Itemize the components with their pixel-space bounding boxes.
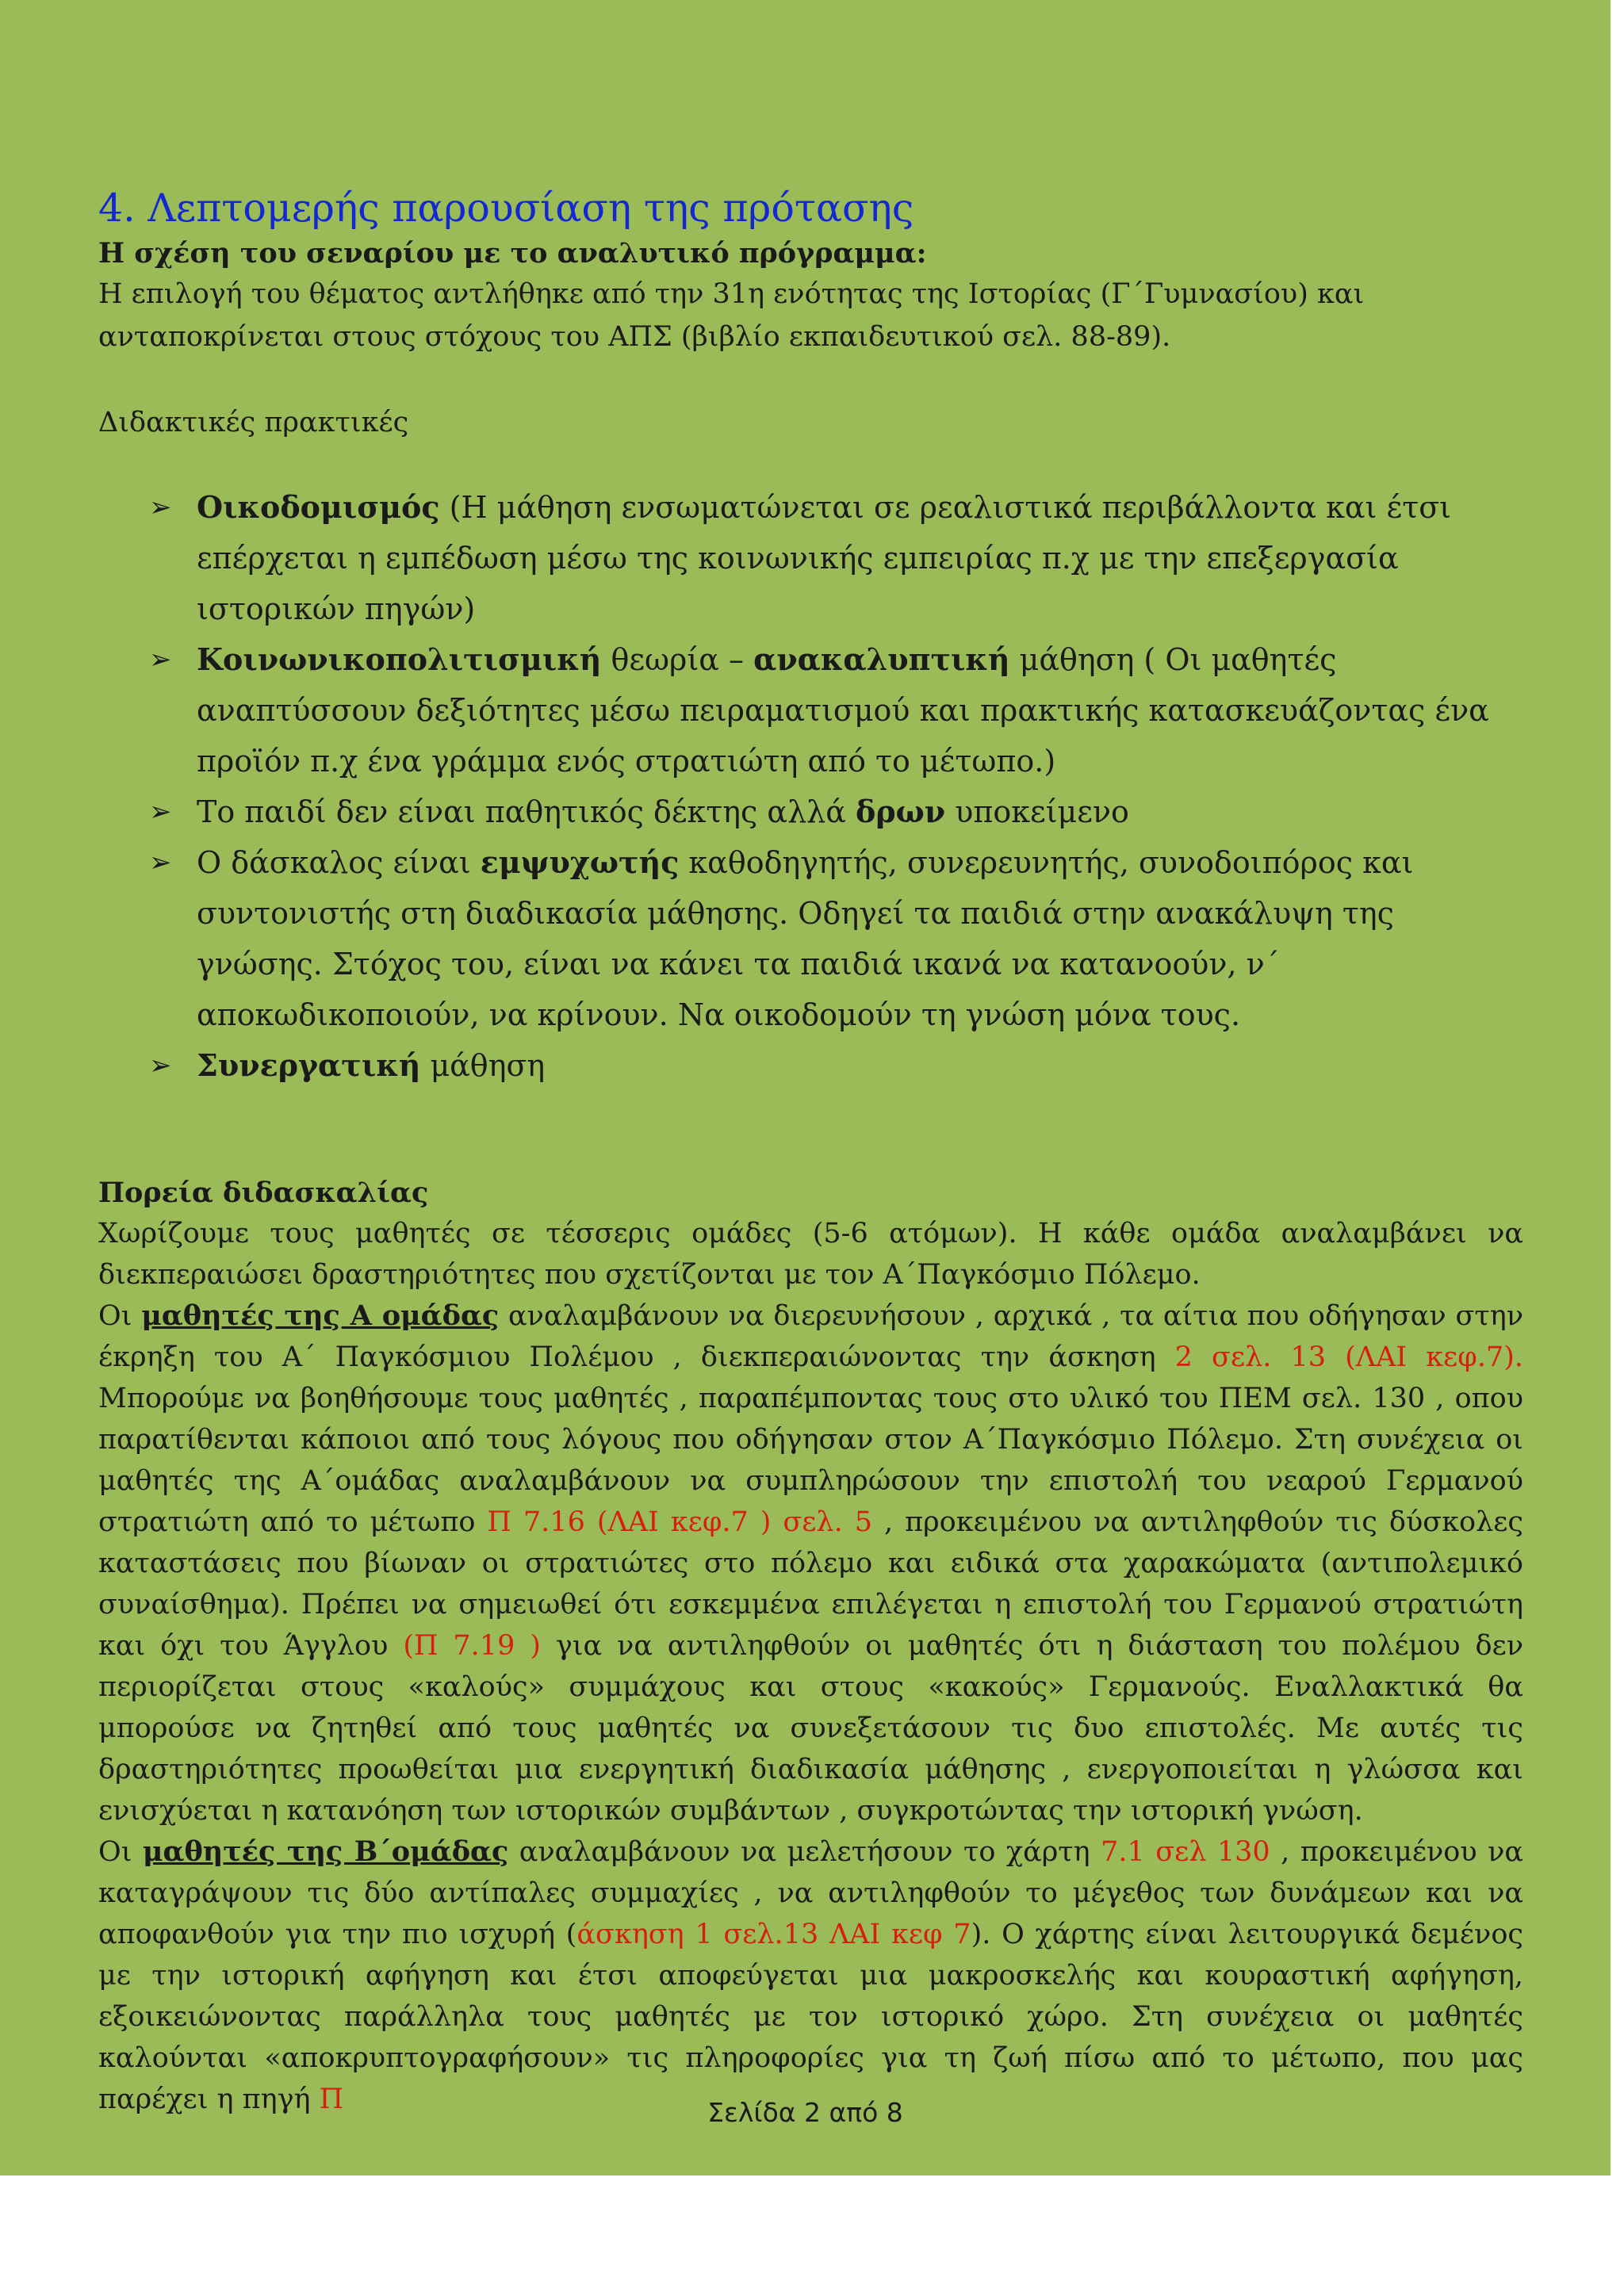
arrow-bullet-icon: ➢ — [149, 492, 172, 523]
relation-title: Η σχέση του σεναρίου με το αναλυτικό πρόγραμμα: — [98, 237, 927, 270]
relation-text-line-1: Η επιλογή του θέματος αντλήθηκε από την 31η ενότητας της Ιστορίας (Γ΄Γυμνασίου) και — [98, 278, 1365, 310]
arrow-bullet-icon: ➢ — [149, 1050, 172, 1081]
practices-title: Διδακτικές πρακτικές — [98, 407, 409, 438]
course-section — [98, 1173, 1523, 2120]
page-footer: Σελίδα 2 από 8 — [707, 2097, 903, 2128]
section-heading: 4. Λεπτομερής παρουσίαση της πρότασης — [98, 186, 914, 231]
list-item: ➢ Το παιδί δεν είναι παθητικός δέκτης αλλά δρων υποκείμενο — [149, 786, 1523, 837]
course-paragraph-1: Χωρίζουμε τους μαθητές σε τέσσερις ομάδες (5-6 ατόμων). Η κάθε ομάδα αναλαμβάνει να διεκπεραιώσει δραστηριότητες που σχετίζονται με τον Α΄Παγκόσμιο Πόλεμο. — [98, 1218, 1523, 1291]
list-item: ➢ Οικοδομισμός (Η μάθηση ενσωματώνεται σε ρεαλιστικά περιβάλλοντα και έτσι επέρχεται η εμπέδωση μέσω της κοινωνικής εμπειρίας π.χ με την επεξεργασία ιστορικών πηγών) — [149, 482, 1523, 634]
arrow-bullet-icon: ➢ — [149, 796, 172, 828]
arrow-bullet-icon: ➢ — [149, 847, 172, 878]
practices-list — [149, 482, 1523, 1091]
course-title: Πορεία διδασκαλίας — [98, 1177, 429, 1209]
list-item: ➢ Κοινωνικοπολιτισμική θεωρία – ανακαλυπτική μάθηση ( Οι μαθητές αναπτύσσουν δεξιότητες μέσω πειραματισμού και πρακτικής κατασκευάζοντας ένα προϊόν π.χ ένα γράμμα ενός στρατιώτη από το μέτωπο.) — [149, 634, 1523, 786]
list-item: ➢ Συνεργατική μάθηση — [149, 1040, 1523, 1091]
course-paragraph-group-a: Οι μαθητές της Α ομάδας αναλαμβάνουν να διερευνήσουν , αρχικά , τα αίτια που οδήγησαν στην έκρηξη του Α΄ Παγκόσμιου Πολέμου , διεκπεραιώνοντας την άσκηση 2 σελ. 13 (ΛΑΙ κεφ.7). Μπορούμε να βοηθήσουμε τους μαθητές , παραπέμποντας τους στο υλικό του ΠΕΜ σελ. 130 , οπου παρατίθενται κάποιοι από τους λόγους που οδήγησαν στον Α΄Παγκόσμιο Πόλεμο. Στη συνέχεια οι μαθητές της Α΄ομάδας αναλαμβάνουν να συμπληρώσουν την επιστολή του νεαρού Γερμανού στρατιώτη από το μέτωπο Π 7.16 (ΛΑΙ κεφ.7 ) σελ. 5 , προκειμένου να αντιληφθούν τις δύσκολες καταστάσεις που βίωναν οι στρατιώτες στο πόλεμο και ειδικά στα χαρακώματα (αντιπολεμικό συναίσθημα). Πρέπει να σημειωθεί ότι εσκεμμένα επιλέγεται η επιστολή του Γερμανού στρατιώτη και όχι του Άγγλου (Π 7.19 ) για να αντιληφθούν οι μαθητές ότι η διάσταση του πολέμου δεν περιορίζεται στους «καλούς» συμμάχους και στους «κακούς» Γερμανούς. Εναλλακτικά θα μπορούσε να ζητηθεί από τους μαθητές να συνεξετάσουν τις δυο επιστολές. Με αυτές τις δραστηριότητες προωθείται μια ενεργητική διαδικασία μάθησης , ενεργοποιείται η γλώσσα και ενισχύεται η κατανόηση των ιστορικών συμβάντων , συγκροτώντας την ιστορική γνώση. — [98, 1299, 1524, 1827]
relation-text-line-2: ανταποκρίνεται στους στόχους του ΑΠΣ (βιβλίο εκπαιδευτικού σελ. 88-89). — [98, 321, 1171, 353]
arrow-bullet-icon: ➢ — [149, 644, 172, 675]
list-item: ➢ Ο δάσκαλος είναι εμψυχωτής καθοδηγητής, συνερευνητής, συνοδοιπόρος και συντονιστής στη διαδικασία μάθησης. Οδηγεί τα παιδιά στην ανακάλυψη της γνώσης. Στόχος του, είναι να κάνει τα παιδιά ικανά να κατανοούν, ν΄ αποκωδικοποιούν, να κρίνουν. Να οικοδομούν τη γνώση μόνα τους. — [149, 837, 1523, 1040]
course-paragraph-group-b: Οι μαθητές της Β΄ομάδας αναλαμβάνουν να μελετήσουν το χάρτη 7.1 σελ 130 , προκειμένου να καταγράψουν τις δύο αντίπαλες συμμαχίες , να αντιληφθούν το μέγεθος των δυνάμεων και να αποφανθούν για την πιο ισχυρή (άσκηση 1 σελ.13 ΛΑΙ κεφ 7). Ο χάρτης είναι λειτουργικά δεμένος με την ιστορική αφήγηση και έτσι αποφεύγεται μια μακροσκελής και κουραστική αφήγηση, εξοικειώνοντας παράλληλα τους μαθητές με τον ιστορικό χώρο. Στη συνέχεια οι μαθητές καλούνται «αποκρυπτογραφήσουν» τις πληροφορίες για τη ζωή πίσω από το μέτωπο, που μας παρέχει η πηγή Π — [98, 1835, 1523, 2115]
